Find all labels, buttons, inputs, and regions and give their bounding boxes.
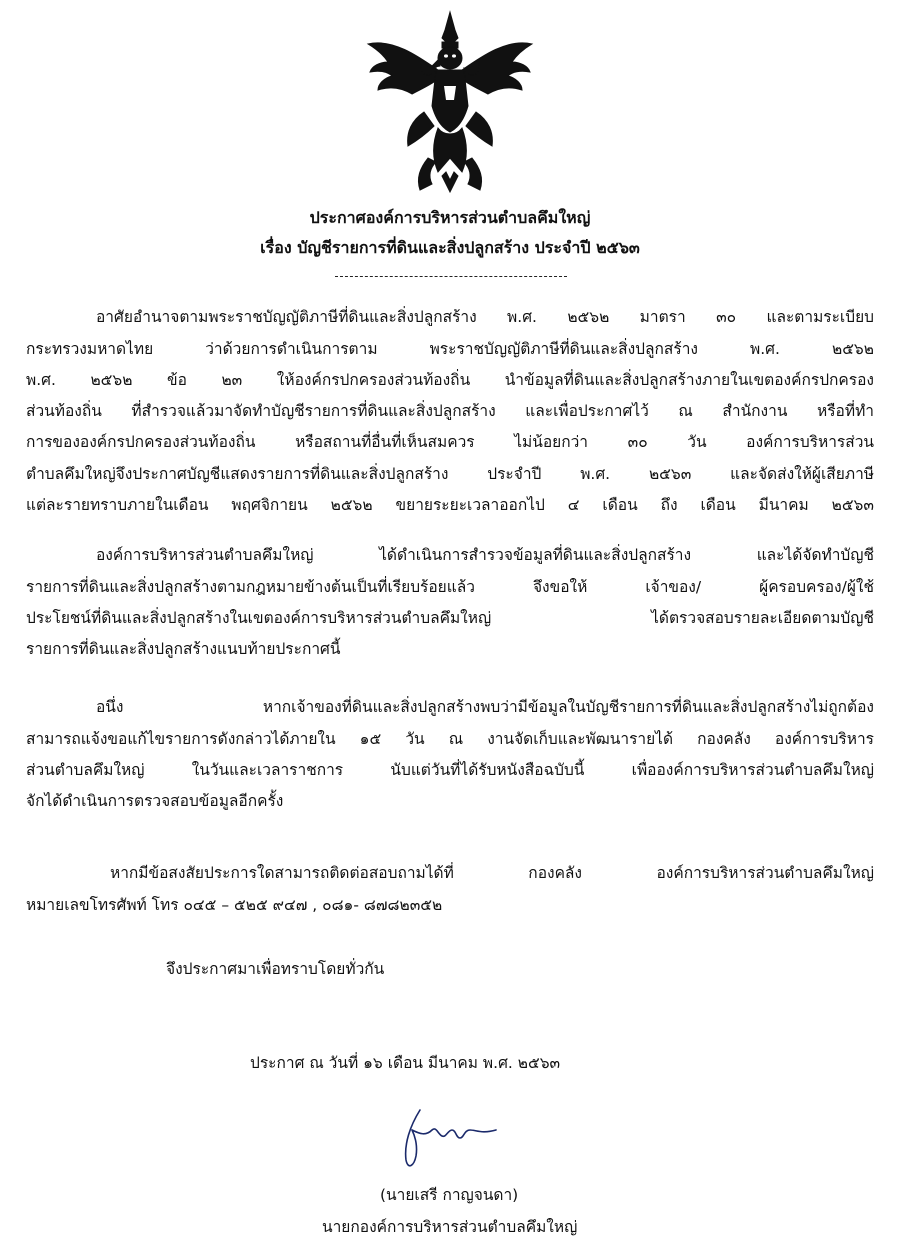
paragraph-2-line-1: องค์การบริหารส่วนตำบลคึมใหญ่ ได้ดำเนินการสำรวจข้อมูลที่ดินและสิ่งปลูกสร้าง และได้จัดทำบัญชี [96, 546, 874, 564]
paragraph-1-line-7: แต่ละรายทราบภายในเดือน พฤศจิกายน ๒๕๖๒ ขยายระยะเวลาออกไป ๔ เดือน ถึง เดือน มีนาคม ๒๕๖๓ [26, 496, 874, 514]
paragraph-3-line-2: สามารถแจ้งขอแก้ไขรายการดังกล่าวได้ภายใน ๑๕ วัน ณ งานจัดเก็บและพัฒนารายได้ กองคลัง องค์การบริหาร [26, 730, 874, 748]
paragraph-2-line-2: รายการที่ดินและสิ่งปลูกสร้างตามกฎหมายข้างต้นเป็นที่เรียบร้อยแล้ว จึงขอให้ เจ้าของ/ ผู้ครอบครอง/ผู้ใช้ [26, 578, 874, 596]
closing-text: จึงประกาศมาเพื่อทราบโดยทั่วกัน [166, 960, 385, 978]
announcement-subject: เรื่อง บัญชีรายการที่ดินและสิ่งปลูกสร้าง ประจำปี ๒๕๖๓ [260, 238, 640, 257]
paragraph-1-line-1: อาศัยอำนาจตามพระราชบัญญัติภาษีที่ดินและสิ่งปลูกสร้าง พ.ศ. ๒๕๖๒ มาตรา ๓๐ และตามระเบียบ [96, 308, 874, 326]
paragraph-3-line-3: ส่วนตำบลคึมใหญ่ ในวันและเวลาราชการ นับแต่วันที่ได้รับหนังสือฉบับนี้ เพื่อองค์การบริหารส่วนตำบลคึมใหญ่ [26, 761, 874, 779]
signatory-position: นายกองค์การบริหารส่วนตำบลคึมใหญ่ [322, 1218, 578, 1236]
paragraph-4-line-1: หากมีข้อสงสัยประการใดสามารถติดต่อสอบถามได้ที่ กองคลัง องค์การบริหารส่วนตำบลคึมใหญ่ [110, 864, 874, 882]
paragraph-1-line-2: กระทรวงมหาดไทย ว่าด้วยการดำเนินการตาม พระราชบัญญัติภาษีที่ดินและสิ่งปลูกสร้าง พ.ศ. ๒๕๖๒ [26, 340, 874, 358]
title-divider [335, 276, 567, 277]
paragraph-1-line-4: ส่วนท้องถิ่น ที่สำรวจแล้วมาจัดทำบัญชีรายการที่ดินและสิ่งปลูกสร้าง และเพื่อประกาศไว้ ณ สำนักงาน หรือที่ทำ [26, 402, 874, 420]
paragraph-1-line-6: ตำบลคึมใหญ่จึงประกาศบัญชีแสดงรายการที่ดินและสิ่งปลูกสร้าง ประจำปี พ.ศ. ๒๕๖๓ และจัดส่งให้ผู้เสียภาษี [26, 465, 874, 483]
paragraph-2-line-3: ประโยชน์ที่ดินและสิ่งปลูกสร้างในเขตองค์การบริหารส่วนตำบลคึมใหญ่ ได้ตรวจสอบรายละเอียดตามบัญชี [26, 609, 874, 627]
paragraph-3-line-4: จักได้ดำเนินการตรวจสอบข้อมูลอีกครั้ง [26, 792, 284, 810]
paragraph-2-line-4: รายการที่ดินและสิ่งปลูกสร้างแนบท้ายประกาศนี้ [26, 640, 341, 658]
announcement-date: ประกาศ ณ วันที่ ๑๖ เดือน มีนาคม พ.ศ. ๒๕๖๓ [250, 1054, 561, 1072]
paragraph-1-line-3: พ.ศ. ๒๕๖๒ ข้อ ๒๓ ให้องค์กรปกครองส่วนท้องถิ่น นำข้อมูลที่ดินและสิ่งปลูกสร้างภายในเขตองค์กรปกครอง [26, 371, 874, 389]
handwritten-signature-icon [392, 1100, 512, 1172]
paragraph-4-line-2: หมายเลขโทรศัพท์ โทร ๐๔๕ – ๕๒๕ ๙๔๗ , ๐๘๑- ๘๗๘๒๓๕๒ [26, 896, 443, 914]
paragraph-3-line-1: อนึ่ง หากเจ้าของที่ดินและสิ่งปลูกสร้างพบว่ามีข้อมูลในบัญชีรายการที่ดินและสิ่งปลูกสร้างไม่ถูกต้อง [96, 698, 874, 716]
signatory-name: (นายเสรี กาญจนดา) [380, 1186, 519, 1204]
announcement-title: ประกาศองค์การบริหารส่วนตำบลคึมใหญ่ [309, 208, 591, 227]
paragraph-1-line-5: การขององค์กรปกครองส่วนท้องถิ่น หรือสถานที่อื่นที่เห็นสมควร ไม่น้อยกว่า ๓๐ วัน องค์การบริหารส่วน [26, 433, 874, 451]
garuda-emblem-icon [362, 8, 538, 196]
